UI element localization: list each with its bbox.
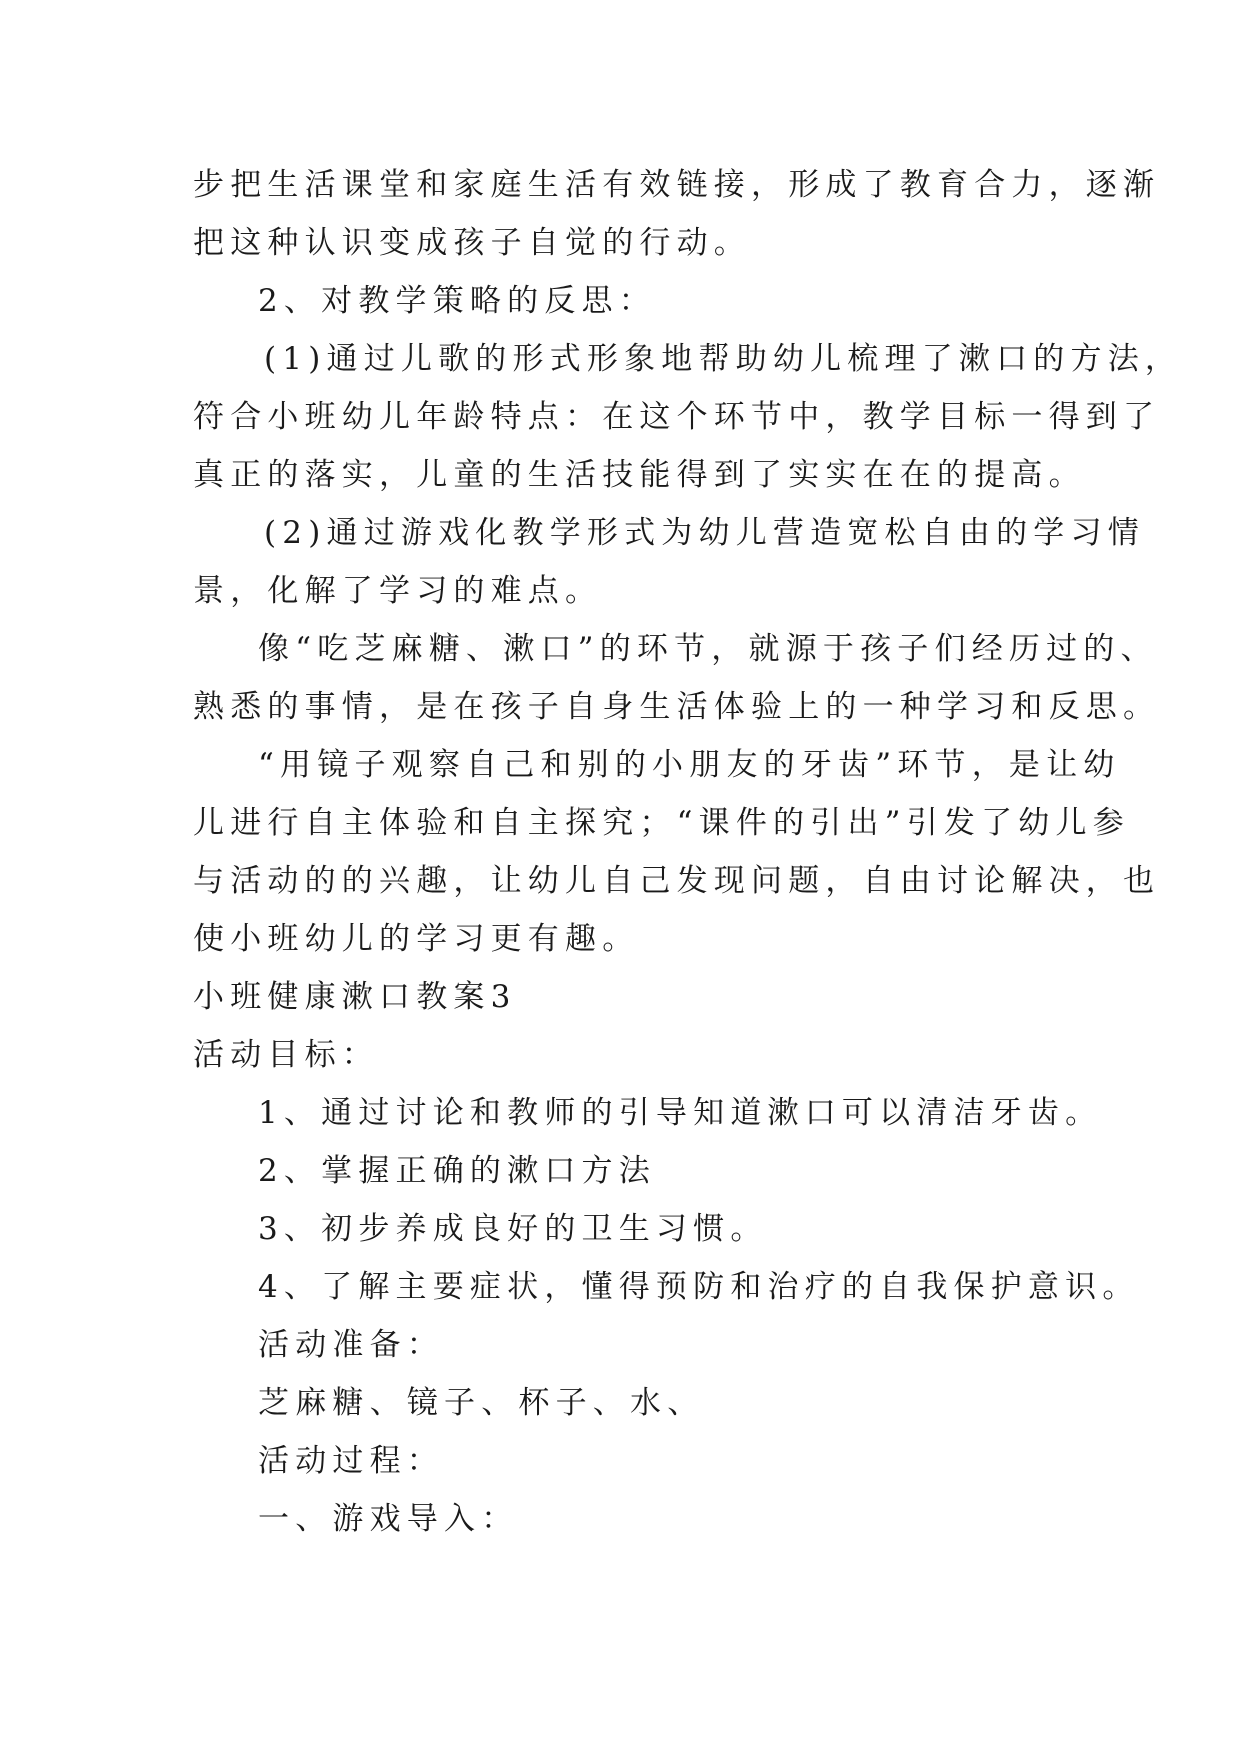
paragraph-line: 与活动的的兴趣，让幼儿自己发现问题，自由讨论解决，也 <box>193 863 1161 899</box>
paragraph-line: 熟悉的事情，是在孩子自身生活体验上的一种学习和反思。 <box>193 689 1161 725</box>
paragraph-line: 把这种认识变成孩子自觉的行动。 <box>193 225 751 261</box>
paragraph-line: (2)通过游戏化教学形式为幼儿营造宽松自由的学习情 <box>264 515 1145 551</box>
section-heading: 活动准备： <box>258 1327 444 1363</box>
paragraph-line: 像“吃芝麻糖、漱口”的环节，就源于孩子们经历过的、 <box>258 631 1158 667</box>
paragraph-line: 儿进行自主体验和自主探究；“课件的引出”引发了幼儿参 <box>193 805 1130 841</box>
section-heading: 活动过程： <box>258 1443 444 1479</box>
paragraph-line: “用镜子观察自己和别的小朋友的牙齿”环节，是让幼 <box>258 747 1121 783</box>
paragraph-line: 芝麻糖、镜子、杯子、水、 <box>258 1385 705 1421</box>
list-item: 3、初步养成良好的卫生习惯。 <box>258 1211 768 1247</box>
section-heading: 活动目标： <box>193 1037 379 1073</box>
list-item: 1、通过讨论和教师的引导知道漱口可以清洁牙齿。 <box>258 1095 1103 1131</box>
section-heading: 2、对教学策略的反思： <box>258 283 656 319</box>
paragraph-line: 符合小班幼儿年龄特点：在这个环节中，教学目标一得到了 <box>193 399 1161 435</box>
paragraph-line: (1)通过儿歌的形式形象地帮助幼儿梳理了漱口的方法， <box>264 341 1183 377</box>
paragraph-line: 步把生活课堂和家庭生活有效链接，形成了教育合力，逐渐 <box>193 167 1161 203</box>
section-heading: 一、游戏导入： <box>258 1501 519 1537</box>
paragraph-line: 景，化解了学习的难点。 <box>193 573 603 609</box>
paragraph-line: 真正的落实，儿童的生活技能得到了实实在在的提高。 <box>193 457 1086 493</box>
paragraph-line: 使小班幼儿的学习更有趣。 <box>193 921 640 957</box>
list-item: 4、了解主要症状，懂得预防和治疗的自我保护意识。 <box>258 1269 1140 1305</box>
list-item: 2、掌握正确的漱口方法 <box>258 1153 656 1189</box>
document-title: 小班健康漱口教案3 <box>193 979 517 1015</box>
